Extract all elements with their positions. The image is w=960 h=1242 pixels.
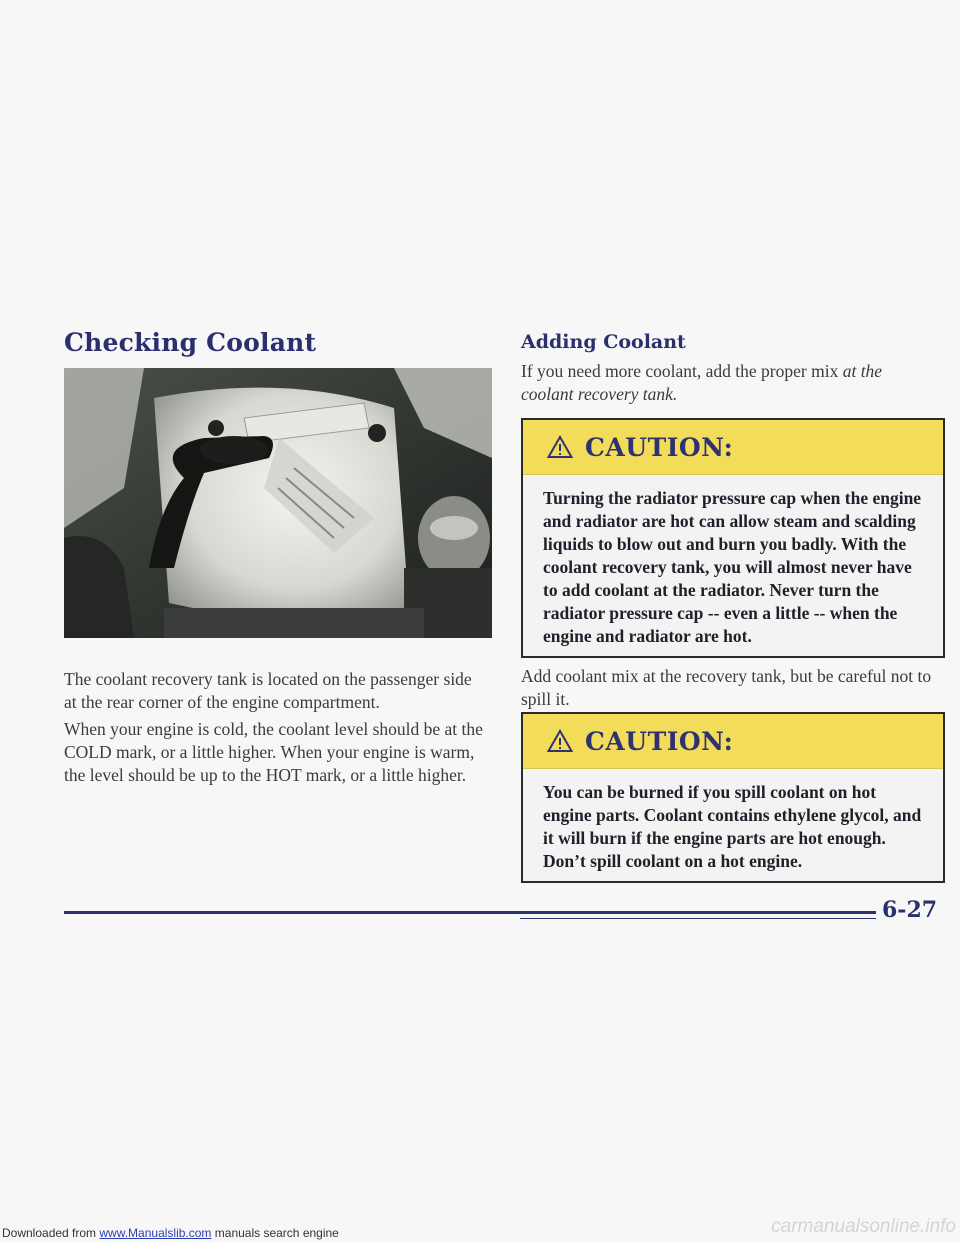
- page-number: 6-27: [882, 897, 938, 923]
- section-title-adding-coolant: Adding Coolant: [521, 331, 686, 353]
- coolant-tank-photo: [64, 368, 492, 638]
- warning-triangle-icon: [547, 435, 573, 459]
- warning-triangle-icon: [547, 729, 573, 753]
- intro-italic-text: at the coolant recovery tank.: [521, 361, 883, 404]
- paragraph-add-at-tank: Add coolant mix at the recovery tank, but be careful not to spill it.: [521, 666, 932, 709]
- caution-text: You can be burned if you spill coolant on hot engine parts. Coolant contains ethylene glycol, and it will burn if the engine parts are hot enough. Don’t spill coolant on a hot engine.: [543, 782, 922, 871]
- caution-text: Turning the radiator pressure cap when the engine and radiator are hot can allow steam and scalding liquids to blow out and burn you badly. With the coolant recovery tank, you will almost never have to add coolant at the radiator. Never turn the radiator pressure cap -- even a little -- when the engine and radiator are hot.: [543, 488, 922, 646]
- watermark-logo: carmanualsonline.info: [771, 1216, 956, 1237]
- caution-header: [523, 714, 943, 769]
- right-column-heading: [521, 328, 941, 353]
- footer-rule: [64, 911, 876, 914]
- section-title-checking-coolant: Checking Coolant: [64, 328, 317, 357]
- paragraph-tank-location: The coolant recovery tank is located on the passenger side at the rear corner of the engine compartment.: [64, 669, 472, 712]
- left-column: [64, 328, 494, 357]
- footer-suffix: manuals search engine: [211, 1226, 339, 1240]
- manualslib-link[interactable]: www.Manualslib.com: [99, 1226, 212, 1240]
- caution-header: [523, 420, 943, 475]
- paragraph-coolant-level: When your engine is cold, the coolant level should be at the COLD mark, or a little higher. When your engine is warm, the level should be up to the HOT mark, or a little higher.: [64, 719, 483, 785]
- download-footer: [2, 1226, 339, 1240]
- footer-prefix: Downloaded from: [2, 1226, 100, 1240]
- caution-box-spill: [521, 712, 945, 883]
- footer-rule-thin: [520, 918, 876, 919]
- paragraph-add-coolant-intro: [521, 360, 931, 406]
- caution-label: CAUTION:: [585, 432, 734, 462]
- caution-label: CAUTION:: [585, 726, 734, 756]
- caution-box-radiator-cap: [521, 418, 945, 658]
- intro-plain-text: If you need more coolant, add the proper mix: [521, 361, 843, 381]
